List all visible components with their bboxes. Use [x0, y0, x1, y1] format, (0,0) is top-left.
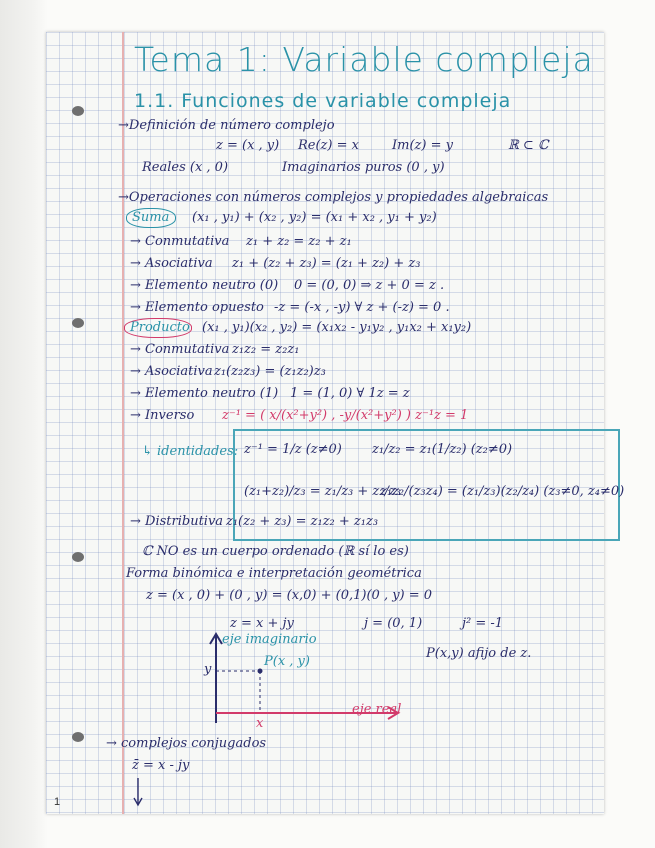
margin-line: [122, 32, 124, 814]
def-subset: ℝ ⊂ ℂ: [508, 138, 549, 153]
scan-background: [0, 0, 48, 848]
punch-hole: [72, 318, 84, 328]
producto-prop-formula: 1 = (1, 0) ∀ 1z = z: [290, 386, 410, 401]
operations-header: →Operaciones con números complejos y propiedades algebraicas: [118, 190, 549, 205]
def-real-part: Re(z) = x: [298, 138, 359, 153]
section-heading: 1.1. Funciones de variable compleja: [134, 90, 512, 112]
suma-label: Suma: [132, 210, 170, 225]
def-reals: Reales (x , 0): [142, 160, 229, 175]
suma-prop-label: → Elemento neutro (0): [130, 278, 279, 293]
identity-item: z⁻¹ = 1/z (z≠0): [244, 442, 342, 457]
suma-prop-formula: z₁ + z₂ = z₂ + z₁: [246, 234, 352, 249]
page-number: 1: [54, 796, 61, 808]
suma-prop-formula: 0 = (0, 0) ⇒ z + 0 = z .: [294, 278, 445, 293]
binomial-formula: z = (x , 0) + (0 , y) = (x,0) + (0,1)(0 , y) = 0: [146, 588, 433, 603]
punch-hole: [72, 732, 84, 742]
producto-prop-label: → Elemento neutro (1): [130, 386, 279, 401]
distributive-formula: z₁(z₂ + z₃) = z₁z₂ + z₁z₃: [226, 514, 379, 529]
producto-formula: (x₁ , y₁)(x₂ , y₂) = (x₁x₂ - y₁y₂ , y₁x₂ + x₁y₂): [202, 320, 472, 335]
definition-header: →Definición de número complejo: [118, 118, 335, 133]
producto-prop-label: → Asociativa: [130, 364, 213, 379]
x-tick-label: x: [256, 716, 264, 731]
conjugate-formula: z̄ = x - jy: [132, 758, 190, 773]
point-p: [258, 669, 263, 674]
punch-hole: [72, 106, 84, 116]
producto-label: Producto: [130, 320, 190, 335]
producto-prop-formula: z₁z₂ = z₂z₁: [232, 342, 300, 357]
j-squared: j² = -1: [462, 616, 504, 631]
binomial-z: z = x + jy: [230, 616, 294, 631]
distributive-label: → Distributiva: [130, 514, 224, 529]
page-title: Tema 1: Variable compleja: [134, 40, 594, 79]
suma-prop-label: → Elemento opuesto: [130, 300, 264, 315]
suma-prop-label: → Conmutativa: [130, 234, 230, 249]
ordering-note: ℂ NO es un cuerpo ordenado (ℝ sí lo es): [142, 544, 409, 559]
def-imag-part: Im(z) = y: [392, 138, 453, 153]
identities-label: ↳ identidades:: [142, 444, 239, 459]
j-definition: j = (0, 1): [364, 616, 423, 631]
def-pure-imag: Imaginarios puros (0 , y): [282, 160, 445, 175]
imag-axis-label: eje imaginario: [222, 632, 317, 647]
identity-item: (z₁+z₂)/z₃ = z₁/z₃ + z₂/z₃: [244, 484, 401, 499]
down-arrow-icon: [132, 776, 144, 808]
suma-prop-label: → Asociativa: [130, 256, 213, 271]
real-axis-label: eje real: [352, 702, 402, 717]
inverse-formula: z⁻¹ = ( x/(x²+y²) , -y/(x²+y²) ) z⁻¹z = 1: [222, 408, 469, 423]
producto-prop-formula: z₁(z₂z₃) = (z₁z₂)z₃: [214, 364, 326, 379]
y-tick-label: y: [204, 662, 212, 677]
suma-prop-formula: z₁ + (z₂ + z₃) = (z₁ + z₂) + z₃: [232, 256, 421, 271]
notebook-page: [46, 32, 625, 814]
identity-item: z₁/z₂ = z₁(1/z₂) (z₂≠0): [372, 442, 513, 457]
suma-formula: (x₁ , y₁) + (x₂ , y₂) = (x₁ + x₂ , y₁ + y₂): [192, 210, 437, 225]
producto-prop-label: → Inverso: [130, 408, 195, 423]
affix-note: P(x,y) afijo de z.: [426, 646, 532, 661]
conjugates-header: → complejos conjugados: [106, 736, 267, 751]
binomial-header: Forma binómica e interpretación geométrica: [126, 566, 422, 581]
punch-hole: [72, 552, 84, 562]
producto-prop-label: → Conmutativa: [130, 342, 230, 357]
suma-prop-formula: -z = (-x , -y) ∀ z + (-z) = 0 .: [274, 300, 450, 315]
identity-item: z₁z₂/(z₃z₄) = (z₁/z₃)(z₂/z₄) (z₃≠0, z₄≠0): [380, 484, 625, 499]
def-formula: z = (x , y): [216, 138, 280, 153]
point-label: P(x , y): [264, 654, 310, 669]
